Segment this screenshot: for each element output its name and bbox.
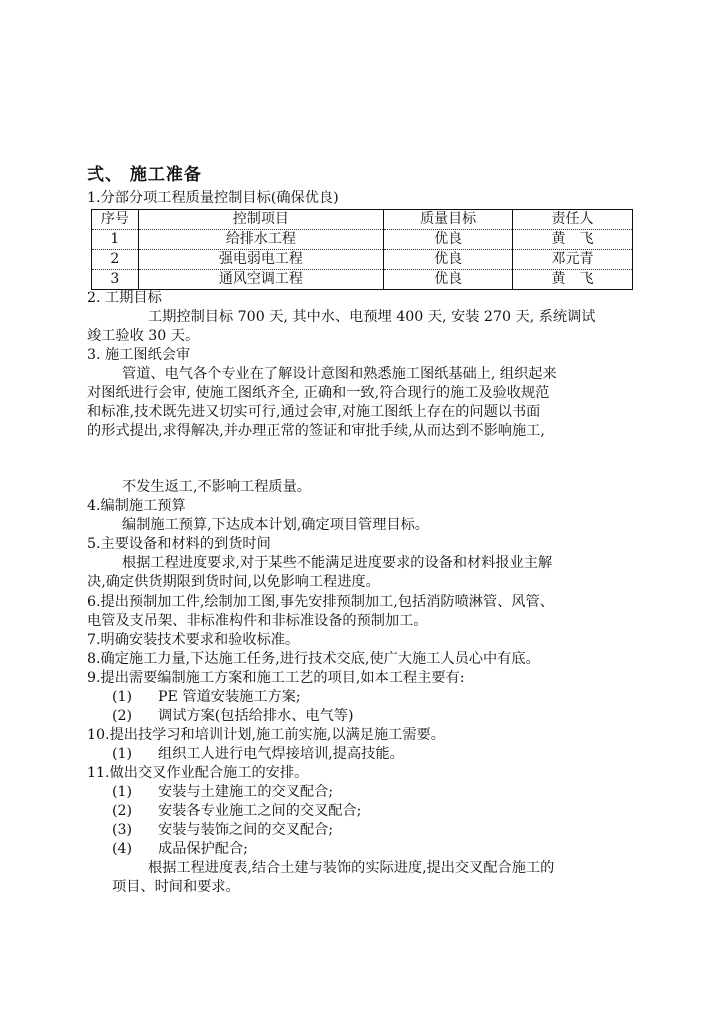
list-item-text: 安装各专业施工之间的交叉配合; bbox=[158, 803, 362, 819]
prefab-line2: 电管及支吊架、非标准构件和非标准设备的预制加工。 bbox=[87, 613, 428, 629]
cell-owner: 黄 飞 bbox=[512, 270, 632, 290]
cell-index: 1 bbox=[92, 230, 139, 250]
quality-target-table bbox=[91, 209, 633, 290]
cell-index: 2 bbox=[92, 250, 139, 270]
list-item bbox=[112, 782, 333, 802]
materials-line2: 决,确定供货期限到货时间,以免影响工程进度。 bbox=[87, 574, 380, 590]
header-quality: 质量目标 bbox=[384, 210, 513, 230]
cell-owner: 邓元青 bbox=[512, 250, 632, 270]
list-item-number: (3) bbox=[112, 822, 133, 838]
drawing-review-line4: 的形式提出,求得解决,并办理正常的签证和审批手续,从而达到不影响施工, bbox=[87, 423, 545, 439]
list-item bbox=[112, 820, 333, 840]
training-title: 10.提出技学习和培训计划,施工前实施,以满足施工需要。 bbox=[87, 727, 445, 743]
list-item bbox=[112, 687, 301, 707]
cell-item: 通风空调工程 bbox=[138, 270, 384, 290]
header-owner: 责任人 bbox=[512, 210, 632, 230]
drawing-review-title: 3. 施工图纸会审 bbox=[87, 347, 191, 363]
list-item-text: 成品保护配合; bbox=[158, 841, 248, 857]
list-item bbox=[112, 801, 361, 821]
list-item-text: 调试方案(包括给排水、电气等) bbox=[158, 708, 354, 724]
plans-title: 9.提出需要编制施工方案和施工工艺的项目,如本工程主要有: bbox=[87, 670, 465, 686]
table-header-row bbox=[92, 210, 633, 230]
schedule-title: 2. 工期目标 bbox=[87, 290, 162, 306]
list-item bbox=[112, 706, 354, 726]
budget-text: 编制施工预算,下达成本计划,确定项目管理目标。 bbox=[122, 517, 429, 533]
drawing-review-line5: 不发生返工,不影响工程质量。 bbox=[122, 479, 311, 495]
tech-requirements: 7.明确安装技术要求和验收标准。 bbox=[87, 632, 300, 648]
materials-line1: 根据工程进度要求,对于某些不能满足进度要求的设备和材料报业主解 bbox=[122, 555, 553, 571]
budget-title: 4.编制施工预算 bbox=[87, 498, 186, 514]
schedule-text-line2: 竣工验收 30 天。 bbox=[87, 328, 200, 344]
workforce: 8.确定施工力量,下达施工任务,进行技术交底,使广大施工人员心中有底。 bbox=[87, 651, 540, 667]
list-item-text: 安装与装饰之间的交叉配合; bbox=[158, 822, 334, 838]
table-row bbox=[92, 230, 633, 250]
list-item-number: (1) bbox=[112, 784, 133, 800]
header-item: 控制项目 bbox=[138, 210, 384, 230]
drawing-review-line2: 对图纸进行会审, 使施工图纸齐全, 正确和一致,符合现行的施工及验收规范 bbox=[87, 385, 550, 401]
cell-item: 强电弱电工程 bbox=[138, 250, 384, 270]
cell-item: 给排水工程 bbox=[138, 230, 384, 250]
drawing-review-line1: 管道、电气各个专业在了解设计意图和熟悉施工图纸基础上, 组织起来 bbox=[122, 366, 557, 382]
cell-quality: 优良 bbox=[384, 270, 513, 290]
list-item-number: (2) bbox=[112, 708, 133, 724]
cell-quality: 优良 bbox=[384, 230, 513, 250]
list-item bbox=[112, 839, 248, 859]
cross-work-title: 11.做出交叉作业配合施工的安排。 bbox=[87, 765, 309, 781]
drawing-review-line3: 和标准,技术既先进又切实可行,通过会审,对施工图纸上存在的问题以书面 bbox=[87, 404, 541, 420]
list-item-text: PE 管道安装施工方案; bbox=[158, 689, 301, 705]
materials-title: 5.主要设备和材料的到货时间 bbox=[87, 536, 271, 552]
list-item-number: (1) bbox=[112, 746, 133, 762]
table-row bbox=[92, 270, 633, 290]
table-row bbox=[92, 250, 633, 270]
list-item-text: 组织工人进行电气焊接培训,提高技能。 bbox=[158, 746, 404, 762]
cell-owner: 黄 飞 bbox=[512, 230, 632, 250]
list-item-number: (1) bbox=[112, 689, 133, 705]
prefab-line1: 6.提出预制加工件,绘制加工图,事先安排预制加工,包括消防喷淋管、风管、 bbox=[87, 594, 554, 610]
list-item bbox=[112, 744, 404, 764]
cross-work-closing-line1: 根据工程进度表,结合土建与装饰的实际进度,提出交叉配合施工的 bbox=[148, 860, 555, 876]
cell-quality: 优良 bbox=[384, 250, 513, 270]
header-index: 序号 bbox=[92, 210, 139, 230]
list-item-number: (4) bbox=[112, 841, 133, 857]
schedule-text-line1: 工期控制目标 700 天, 其中水、电预埋 400 天, 安装 270 天, 系统调试 bbox=[148, 309, 596, 325]
section-title: 弍、 施工准备 bbox=[87, 165, 202, 185]
list-item-number: (2) bbox=[112, 803, 133, 819]
quality-target-title: 1.分部分项工程质量控制目标(确保优良) bbox=[87, 190, 339, 206]
list-item-text: 安装与土建施工的交叉配合; bbox=[158, 784, 334, 800]
cell-index: 3 bbox=[92, 270, 139, 290]
cross-work-closing-line2: 项目、时间和要求。 bbox=[112, 879, 240, 895]
